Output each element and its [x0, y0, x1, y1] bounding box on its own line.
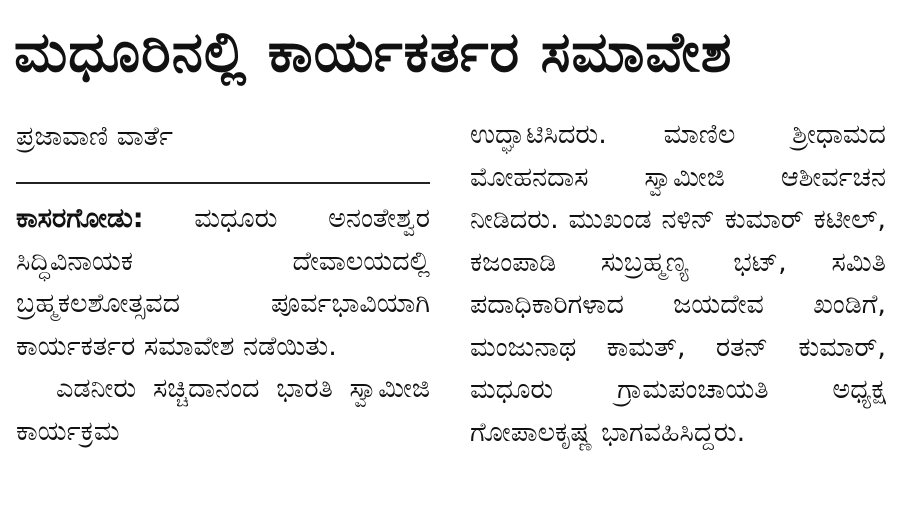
byline: ಪ್ರಜಾವಾಣಿ ವಾರ್ತೆ: [16, 121, 173, 152]
paragraph-2-continued: ಉದ್ಘಾಟಿಸಿದರು. ಮಾಣಿಲ ಶ್ರೀಧಾಮದ ಮೋಹನದಾಸ ಸ್ವಾಮೀಜಿ ಆಶೀರ್ವಚನ ನೀಡಿದರು. ಮುಖಂಡ ನಳಿನ್ ಕುಮಾರ್ ಕಟೀಲ್, ಕಜಂಪಾಡಿ ಸುಬ್ರಹ್ಮಣ್ಯ ಭಟ್, ಸಮಿತಿ ಪದಾಧಿಕಾರಿಗಳಾದ ಜಯದೇವ ಖಂಡಿಗೆ, ಮಂಜುನಾಥ ಕಾಮತ್, ರತನ್ ಕುಮಾರ್, ಮಧೂರು ಗ್ರಾಮಪಂಚಾಯತಿ ಅಧ್ಯಕ್ಷ ಗೋಪಾಲಕೃಷ್ಣ ಭಾಗವಹಿಸಿದ್ದರು.: [470, 119, 886, 448]
article-column-left: [16, 110, 430, 453]
paragraph-1-text: ಮಧೂರು ಅನಂತೇಶ್ವರ ಸಿದ್ಧಿವಿನಾಯಕ ದೇವಾಲಯದಲ್ಲಿ ಬ್ರಹ್ಮಕಲಶೋತ್ಸವದ ಪೂರ್ವಭಾವಿಯಾಗಿ ಕಾರ್ಯಕರ್ತರ ಸಮಾವೇಶ ನಡೆಯಿತು.: [16, 203, 430, 362]
article-column-right: [470, 110, 886, 454]
paragraph-2-start: ಎಡನೀರು ಸಚ್ಚಿದಾನಂದ ಭಾರತಿ ಸ್ವಾಮೀಜಿ ಕಾರ್ಯಕ್ರಮ: [16, 373, 430, 447]
headline: ಮಧೂರಿನಲ್ಲಿ ಕಾರ್ಯಕರ್ತರ ಸಮಾವೇಶ: [14, 20, 733, 85]
dateline: ಕಾಸರಗೋಡು:: [16, 203, 144, 234]
byline-divider: [16, 182, 430, 184]
paragraph-1: [16, 198, 430, 368]
